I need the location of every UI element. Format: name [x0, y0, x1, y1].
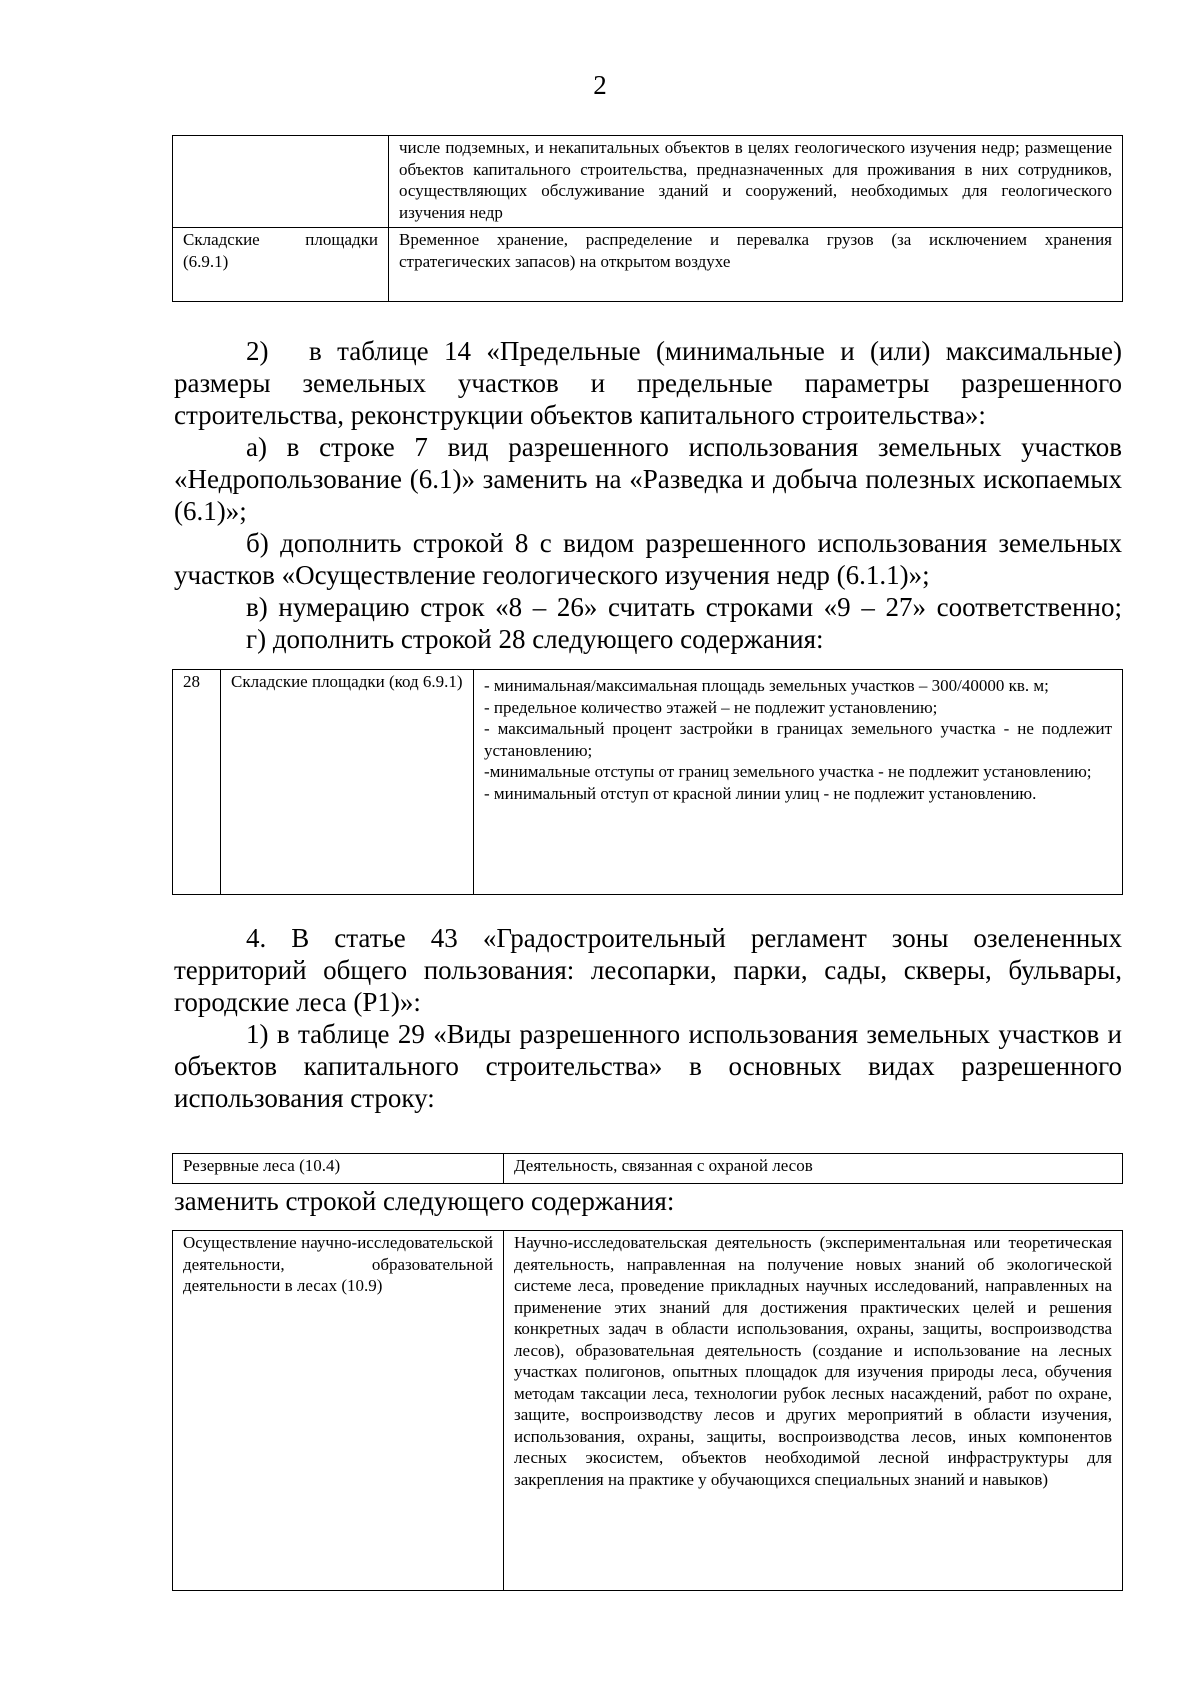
- table-cell-description: Научно-исследовательская деятельность (экспериментальная или теоретическая деятельность, направленная на получение новых знаний об экологической системе леса, проведение прикладных научных исследований, направленных на применение этих знаний для достижения практических целей и решения конкретных задач в области использования, охраны, защиты, воспроизводства лесов), образовательная деятельность (создание и использование на лесных участках полигонов, опытных площадок для изучения природы леса, обучения методам таксации леса, технологии рубок лесных насаждений, работ по охране, защите, воспроизводству лесов и других мероприятий в области изучения, использования, охраны, защиты, воспроизводства лесов, иных компонентов лесных экосистем, объектов необходимой лесной инфраструктуры для закрепления на практике у обучающихся специальных знаний и навыков): [504, 1231, 1123, 1591]
- paragraph-article-43: 4. В статье 43 «Градостроительный регламент зоны озелененных территорий общего пользования: лесопарки, парки, сады, скверы, бульвары, городские леса (Р1)»:: [174, 923, 1122, 1017]
- table-row: [173, 1231, 1123, 1591]
- table-cell-empty: [173, 136, 389, 228]
- table-row: [173, 136, 1123, 228]
- parameter-line: - максимальный процент застройки в границах земельного участка - не подлежит установлению;: [484, 719, 1112, 760]
- paragraph-item-a: а) в строке 7 вид разрешенного использования земельных участков «Недропользование (6.1)» заменить на «Разведка и добыча полезных ископаемых (6.1)»;: [174, 432, 1122, 526]
- table-old-row: [172, 1153, 1123, 1184]
- parameter-line: - минимальный отступ от красной линии улиц - не подлежит установлению.: [484, 783, 1037, 803]
- table-cell-land-use-type: Осуществление научно-исследовательской деятельности, образовательной деятельности в лесах (10.9): [173, 1231, 504, 1591]
- paragraph-table-14: 2) в таблице 14 «Предельные (минимальные и (или) максимальные) размеры земельных участков и предельные параметры разрешенного строительства, реконструкции объектов капитального строительства»:: [174, 336, 1122, 430]
- table-land-use-continued: [172, 135, 1123, 302]
- paragraph-item-g: г) дополнить строкой 28 следующего содержания:: [246, 624, 824, 654]
- table-cell-description: Временное хранение, распределение и перевалка грузов (за исключением хранения стратегических запасов) на открытом воздухе: [389, 228, 1123, 302]
- page-number: 2: [593, 70, 607, 100]
- parameter-line: -минимальные отступы от границ земельного участка - не подлежит установлению;: [484, 762, 1092, 781]
- table-row-28: [172, 669, 1123, 895]
- parameter-line: - предельное количество этажей – не подлежит установлению;: [484, 697, 938, 717]
- table-row: [173, 670, 1123, 895]
- table-cell-land-use-type: Складские площадки (код 6.9.1): [221, 670, 474, 895]
- table-cell-parameters: [474, 670, 1123, 895]
- paragraph-item-b: б) дополнить строкой 8 с видом разрешенного использования земельных участков «Осуществление геологического изучения недр (6.1.1)»;: [174, 528, 1122, 590]
- parameter-line: - минимальная/максимальная площадь земельных участков – 300/40000 кв. м;: [484, 676, 1049, 695]
- table-cell-land-use-type: Складские площадки (6.9.1): [173, 228, 389, 302]
- table-new-row: [172, 1230, 1123, 1591]
- table-cell-description: числе подземных, и некапитальных объектов в целях геологического изучения недр; размещение объектов капитального строительства, предназначенных для проживания в них сотрудников, осуществляющих обслуживание зданий и сооружений, необходимых для геологического изучения недр: [389, 136, 1123, 228]
- table-cell-land-use-type: Резервные леса (10.4): [173, 1154, 504, 1184]
- paragraph-item-v: в) нумерацию строк «8 – 26» считать строками «9 – 27» соответственно;: [246, 592, 1122, 622]
- table-row: [173, 228, 1123, 302]
- table-row: [173, 1154, 1123, 1184]
- table-cell-description: Деятельность, связанная с охраной лесов: [504, 1154, 1123, 1184]
- paragraph-replace-with: заменить строкой следующего содержания:: [174, 1186, 675, 1216]
- table-cell-row-number: 28: [173, 670, 221, 895]
- paragraph-table-29: 1) в таблице 29 «Виды разрешенного использования земельных участков и объектов капитального строительства» в основных видах разрешенного использования строку:: [174, 1019, 1122, 1113]
